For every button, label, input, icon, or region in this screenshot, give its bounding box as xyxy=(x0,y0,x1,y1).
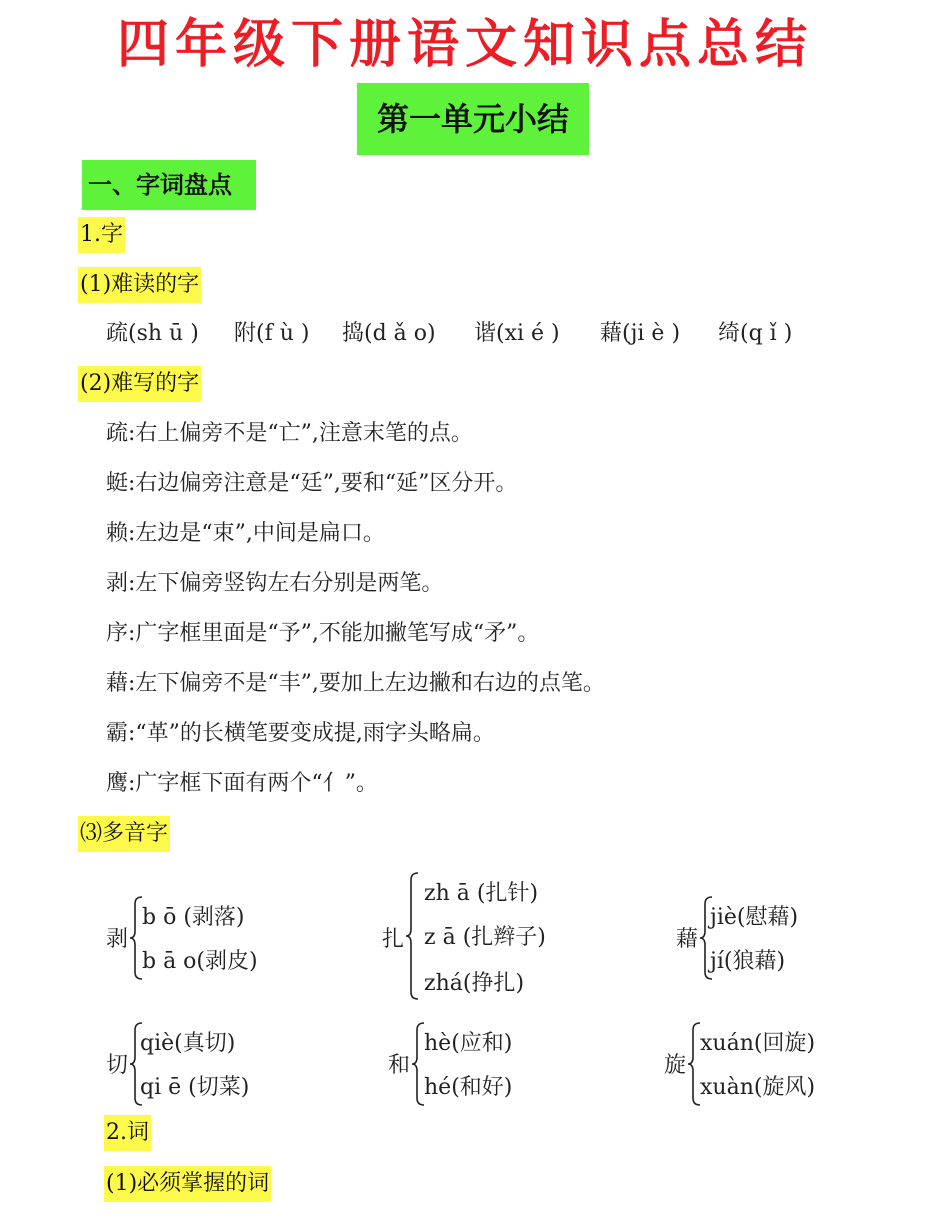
brace-icon xyxy=(411,1022,425,1106)
subheading-words: 2.词 xyxy=(104,1115,151,1151)
hard-write-heading: (2)难写的字 xyxy=(78,366,201,402)
polyphone-group xyxy=(664,1022,844,1106)
polyphone-group xyxy=(388,1022,548,1106)
polyphone-char: 剥 xyxy=(106,927,129,952)
hard-write-line: 藉:左下偏旁不是“丰”,要加上左边撇和右边的点笔。 xyxy=(106,671,605,696)
hard-read-item: 捣(d ǎ o) xyxy=(342,321,436,346)
page-title: 四年级下册语文知识点总结 xyxy=(116,15,813,75)
hard-read-item: 附(f ù ) xyxy=(234,321,310,346)
hard-write-line: 序:广字框里面是“予”,不能加撇笔写成“矛”。 xyxy=(106,621,540,646)
brace-icon xyxy=(129,896,143,980)
polyphone-group xyxy=(106,896,306,980)
hard-read-heading: (1)难读的字 xyxy=(78,267,201,303)
polyphone-reading: b ā o(剥皮) xyxy=(142,949,258,974)
hard-write-line: 霸:“革”的长横笔要变成提,雨字头略扁。 xyxy=(106,721,495,746)
hard-read-item: 谐(xi é ) xyxy=(474,321,560,346)
polyphone-reading: hè(应和) xyxy=(424,1031,513,1056)
polyphone-reading: qiè(真切) xyxy=(140,1031,236,1056)
polyphone-char: 和 xyxy=(388,1053,411,1078)
polyphone-group xyxy=(676,896,836,980)
hard-write-line: 蜓:右边偏旁注意是“廷”,要和“延”区分开。 xyxy=(106,471,518,496)
polyphone-reading: qi ē (切菜) xyxy=(140,1075,250,1100)
polyphone-group xyxy=(106,1022,306,1106)
hard-read-item: 绮(q ǐ ) xyxy=(718,321,793,346)
polyphone-reading: hé(和好) xyxy=(424,1075,513,1100)
polyphone-heading: ⑶多音字 xyxy=(78,816,170,852)
polyphone-reading: xuán(回旋) xyxy=(700,1031,816,1056)
polyphone-char: 扎 xyxy=(382,927,405,952)
hard-read-item: 疏(sh ū ) xyxy=(106,321,199,346)
polyphone-reading: jí(狼藉) xyxy=(710,949,786,974)
subheading-characters: 1.字 xyxy=(78,217,125,253)
polyphone-reading: z ā (扎辫子) xyxy=(424,925,546,950)
hard-read-item: 藉(ji è ) xyxy=(600,321,681,346)
polyphone-reading: jiè(慰藉) xyxy=(710,905,799,930)
polyphone-char: 切 xyxy=(106,1053,129,1078)
hard-write-line: 剥:左下偏旁竖钩左右分别是两笔。 xyxy=(106,571,444,596)
unit-heading: 第一单元小结 xyxy=(357,83,589,155)
polyphone-reading: xuàn(旋风) xyxy=(700,1075,816,1100)
hard-write-line: 赖:左边是“束”,中间是扁口。 xyxy=(106,521,385,546)
hard-write-line: 鹰:广字框下面有两个“亻”。 xyxy=(106,771,378,796)
polyphone-reading: zh ā (扎针) xyxy=(424,881,539,906)
polyphone-char: 藉 xyxy=(676,927,699,952)
brace-icon xyxy=(405,872,419,1000)
polyphone-reading: zhá(挣扎) xyxy=(424,971,525,996)
polyphone-group xyxy=(382,872,582,1000)
section-heading-word-review: 一、字词盘点 xyxy=(82,160,256,210)
hard-write-line: 疏:右上偏旁不是“亡”,注意末笔的点。 xyxy=(106,421,473,446)
brace-icon xyxy=(687,1022,701,1106)
must-words-heading: (1)必须掌握的词 xyxy=(104,1166,271,1202)
polyphone-reading: b ō (剥落) xyxy=(142,905,245,930)
polyphone-char: 旋 xyxy=(664,1053,687,1078)
